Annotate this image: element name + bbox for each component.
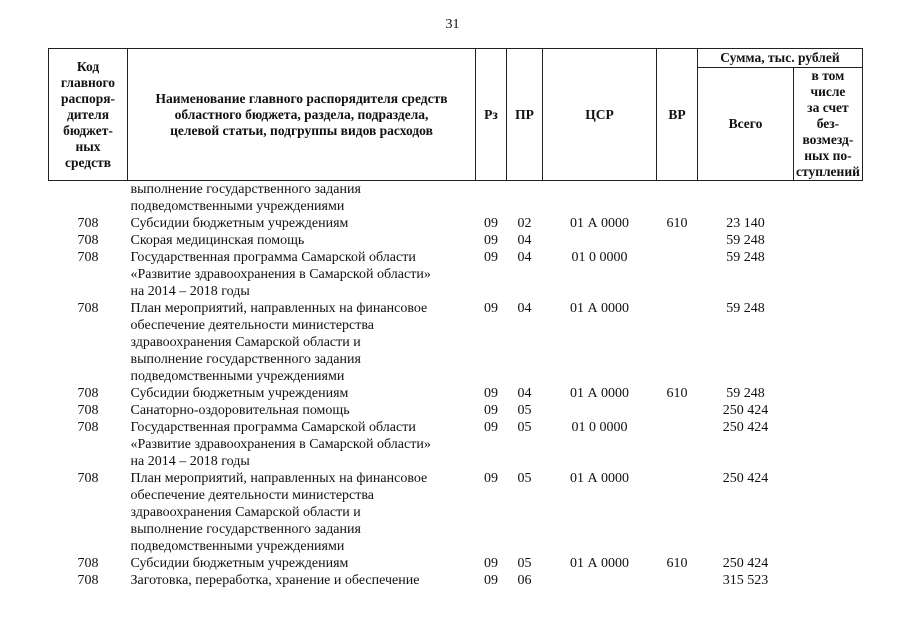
cell-name [128, 555, 476, 572]
cell-pr: 02 [517, 216, 532, 231]
cell-gratuitous [794, 249, 863, 300]
cell-total: 250 424 [722, 420, 769, 435]
cell-gratuitous [794, 419, 863, 470]
cell-code: 708 [77, 250, 99, 265]
cell-csr: 01 А 0000 [569, 301, 630, 316]
cell-total: 59 248 [726, 301, 765, 316]
cell-gratuitous [794, 470, 863, 555]
cell-pr: 04 [517, 233, 532, 248]
header-code-line: главного [60, 74, 116, 90]
cell-pr: 05 [517, 403, 532, 418]
cell-total: 315 523 [722, 573, 769, 588]
name-line: План мероприятий, направленных на финансовое [130, 471, 428, 486]
header-code-line: бюджет- [63, 122, 113, 138]
name-line: «Развитие здравоохранения в Самарской области» [130, 267, 431, 282]
cell-name [128, 232, 476, 249]
table-row [49, 181, 863, 216]
name-line: Скорая медицинская помощь [130, 233, 305, 248]
cell-pr: 04 [517, 386, 532, 401]
table-row [49, 470, 863, 555]
cell-csr: 01 А 0000 [569, 471, 630, 486]
cell-csr: 01 0 0000 [571, 420, 628, 435]
cell-rz: 09 [484, 403, 498, 418]
cell-gratuitous [794, 232, 863, 249]
cell-total: 250 424 [722, 471, 769, 486]
cell-total: 250 424 [722, 403, 769, 418]
cell-code: 708 [77, 216, 99, 231]
table-row [49, 300, 863, 385]
cell-pr: 06 [517, 573, 532, 588]
cell-code: 708 [77, 471, 99, 486]
name-line: Государственная программа Самарской области [130, 250, 416, 265]
cell-name [128, 402, 476, 419]
cell-name [128, 419, 476, 470]
header-code [49, 49, 128, 181]
header-name [128, 49, 476, 181]
cell-rz: 09 [484, 420, 498, 435]
cell-pr: 05 [517, 556, 532, 571]
name-line: обеспечение деятельности министерства [130, 488, 375, 503]
cell-pr [507, 181, 543, 216]
cell-vr [657, 181, 698, 216]
cell-rz: 09 [484, 471, 498, 486]
cell-name [128, 572, 476, 589]
cell-pr: 05 [517, 471, 532, 486]
cell-csr: 01 0 0000 [571, 250, 628, 265]
cell-rz: 09 [484, 556, 498, 571]
name-line: здравоохранения Самарской области и [130, 505, 361, 520]
table-row [49, 249, 863, 300]
cell-vr: 610 [666, 556, 688, 571]
cell-vr [657, 232, 698, 249]
name-line: выполнение государственного задания [130, 522, 361, 537]
cell-csr [543, 572, 657, 589]
header-code-line: Код [76, 58, 100, 74]
cell-name [128, 385, 476, 402]
cell-vr: 610 [666, 386, 688, 401]
header-code-line: распоря- [60, 90, 116, 106]
table-row [49, 385, 863, 402]
budget-table [48, 48, 863, 589]
cell-vr [657, 402, 698, 419]
header-rz: Рз [476, 49, 507, 181]
name-line: Субсидии бюджетным учреждениям [130, 216, 349, 231]
cell-name [128, 249, 476, 300]
header-csr: ЦСР [543, 49, 657, 181]
table-row [49, 215, 863, 232]
table-row [49, 402, 863, 419]
cell-gratuitous [794, 300, 863, 385]
cell-vr [657, 470, 698, 555]
cell-csr: 01 А 0000 [569, 386, 630, 401]
header-code-line: дителя [66, 106, 110, 122]
header-code-line: ных [75, 138, 101, 154]
cell-total: 59 248 [726, 233, 765, 248]
cell-rz: 09 [484, 573, 498, 588]
cell-gratuitous [794, 215, 863, 232]
name-line: Заготовка, переработка, хранение и обеспечение [130, 573, 420, 588]
header-gratuitous-line: за счет без- [807, 100, 849, 131]
cell-code: 708 [77, 403, 99, 418]
cell-pr: 04 [517, 301, 532, 316]
cell-name [128, 300, 476, 385]
header-gratuitous-line: ступлений [796, 164, 860, 179]
cell-pr: 04 [517, 250, 532, 265]
table-row [49, 555, 863, 572]
header-gratuitous-line: ных по- [804, 148, 852, 163]
table-header [49, 49, 863, 181]
cell-csr: 01 А 0000 [569, 556, 630, 571]
cell-csr [543, 181, 657, 216]
cell-gratuitous [794, 555, 863, 572]
page-number: 31 [445, 17, 460, 32]
cell-total: 59 248 [726, 386, 765, 401]
header-name-line: целевой статьи, подгруппы видов расходов [170, 122, 433, 138]
name-line: Государственная программа Самарской области [130, 420, 416, 435]
cell-rz: 09 [484, 216, 498, 231]
cell-code: 708 [77, 573, 99, 588]
name-line: План мероприятий, направленных на финансовое [130, 301, 428, 316]
cell-rz: 09 [484, 250, 498, 265]
cell-vr [657, 419, 698, 470]
name-line: здравоохранения Самарской области и [130, 335, 361, 350]
cell-total [698, 181, 794, 216]
header-name-line: Наименование главного распорядителя средств [155, 90, 448, 106]
cell-code [49, 181, 128, 216]
cell-pr: 05 [517, 420, 532, 435]
name-line: Субсидии бюджетным учреждениям [130, 556, 349, 571]
table-row [49, 419, 863, 470]
cell-vr [657, 249, 698, 300]
name-line: на 2014 – 2018 годы [130, 284, 250, 299]
cell-name [128, 181, 476, 216]
cell-total: 59 248 [726, 250, 765, 265]
cell-code: 708 [77, 386, 99, 401]
cell-gratuitous [794, 572, 863, 589]
header-total: Всего [698, 68, 794, 181]
name-line: выполнение государственного задания [130, 182, 361, 197]
cell-vr [657, 300, 698, 385]
cell-gratuitous [794, 402, 863, 419]
cell-code: 708 [77, 420, 99, 435]
table-row [49, 232, 863, 249]
cell-code: 708 [77, 301, 99, 316]
cell-total: 23 140 [726, 216, 765, 231]
cell-rz [476, 181, 507, 216]
name-line: Санаторно-оздоровительная помощь [130, 403, 350, 418]
header-gratuitous-line: возмезд- [802, 132, 854, 147]
cell-name [128, 470, 476, 555]
cell-csr: 01 А 0000 [569, 216, 630, 231]
name-line: «Развитие здравоохранения в Самарской области» [130, 437, 431, 452]
cell-gratuitous [794, 181, 863, 216]
table-row [49, 572, 863, 589]
header-code-line: средств [64, 154, 112, 170]
table-body [49, 181, 863, 590]
cell-total: 250 424 [722, 556, 769, 571]
name-line: подведомственными учреждениями [130, 369, 345, 384]
cell-rz: 09 [484, 301, 498, 316]
name-line: подведомственными учреждениями [130, 539, 345, 554]
header-gratuitous [794, 68, 863, 181]
header-gratuitous-line: в том числе [810, 68, 846, 99]
cell-name [128, 215, 476, 232]
header-name-line: областного бюджета, раздела, подраздела, [174, 106, 429, 122]
cell-vr [657, 572, 698, 589]
cell-gratuitous [794, 385, 863, 402]
name-line: на 2014 – 2018 годы [130, 454, 250, 469]
cell-rz: 09 [484, 386, 498, 401]
header-vr: ВР [657, 49, 698, 181]
name-line: выполнение государственного задания [130, 352, 361, 367]
name-line: подведомственными учреждениями [130, 199, 345, 214]
cell-csr [543, 232, 657, 249]
cell-csr [543, 402, 657, 419]
cell-rz: 09 [484, 233, 498, 248]
cell-code: 708 [77, 233, 99, 248]
cell-code: 708 [77, 556, 99, 571]
name-line: обеспечение деятельности министерства [130, 318, 375, 333]
name-line: Субсидии бюджетным учреждениям [130, 386, 349, 401]
header-sum: Сумма, тыс. рублей [698, 49, 863, 68]
cell-vr: 610 [666, 216, 688, 231]
header-pr: ПР [507, 49, 543, 181]
